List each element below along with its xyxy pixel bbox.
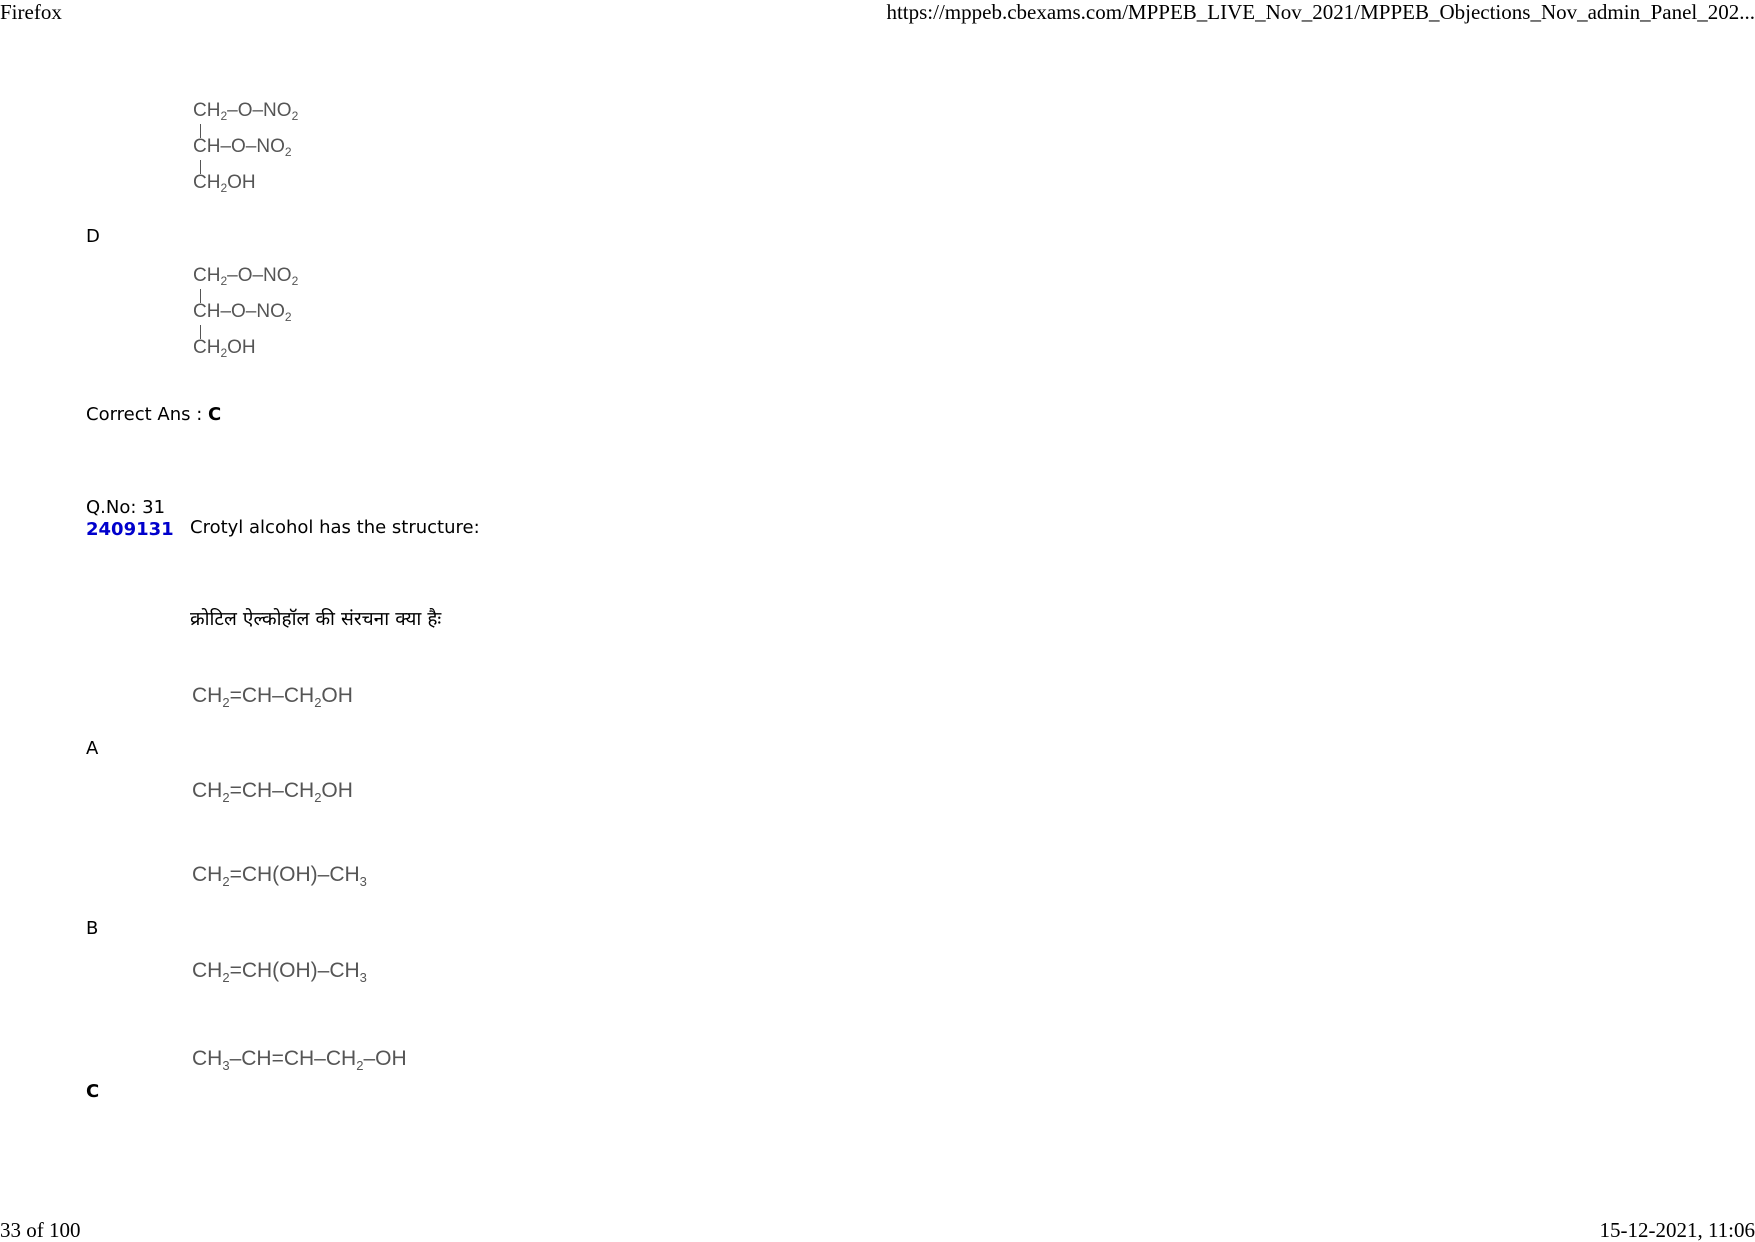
option-a-label: A bbox=[86, 738, 99, 759]
page-count: 33 of 100 bbox=[0, 1218, 81, 1242]
correct-answer-value: C bbox=[208, 404, 222, 425]
print-datetime: 15-12-2021, 11:06 bbox=[1599, 1218, 1755, 1242]
option-b-formula-hi: $CH_2=CH(OH)-CH_3$ bbox=[192, 863, 367, 889]
question-number: Q.No: 31 bbox=[86, 497, 166, 518]
correct-answer-label: Correct Ans : bbox=[86, 404, 203, 425]
option-a-formula-en: $CH_2=CH-CH_2OH$ bbox=[192, 779, 353, 805]
option-c-label: C bbox=[86, 1081, 100, 1102]
question-text-hi: क्रोटिल ऐल्कोहॉल की संरचना क्या हैः bbox=[190, 608, 442, 630]
option-b-label: B bbox=[86, 918, 99, 939]
option-b-formula-en: $CH_2=CH(OH)-CH_3$ bbox=[192, 959, 367, 985]
page-url: https://mppeb.cbexams.com/MPPEB_LIVE_Nov_2021/MPPEB_Objections_Nov_admin_Panel_202... bbox=[886, 0, 1755, 24]
glycerol-dinitrate-structure-c: $CH_2-O-NO_2$ $CH-O-NO_2$ $CH_2OH$ bbox=[193, 100, 299, 195]
glycerol-dinitrate-structure-d: $CH_2-O-NO_2$ $CH-O-NO_2$ $CH_2OH$ bbox=[193, 265, 299, 360]
correct-answer bbox=[86, 404, 221, 426]
option-a-formula-hi: $CH_2=CH-CH_2OH$ bbox=[192, 684, 353, 710]
question-id-link[interactable]: 2409131 bbox=[86, 519, 174, 540]
option-c-formula-hi: $CH_3-CH=CH-CH_2-OH$ bbox=[192, 1047, 407, 1073]
question-text-en: Crotyl alcohol has the structure: bbox=[190, 517, 480, 538]
browser-name: Firefox bbox=[0, 0, 62, 24]
option-d-label: D bbox=[86, 226, 100, 247]
